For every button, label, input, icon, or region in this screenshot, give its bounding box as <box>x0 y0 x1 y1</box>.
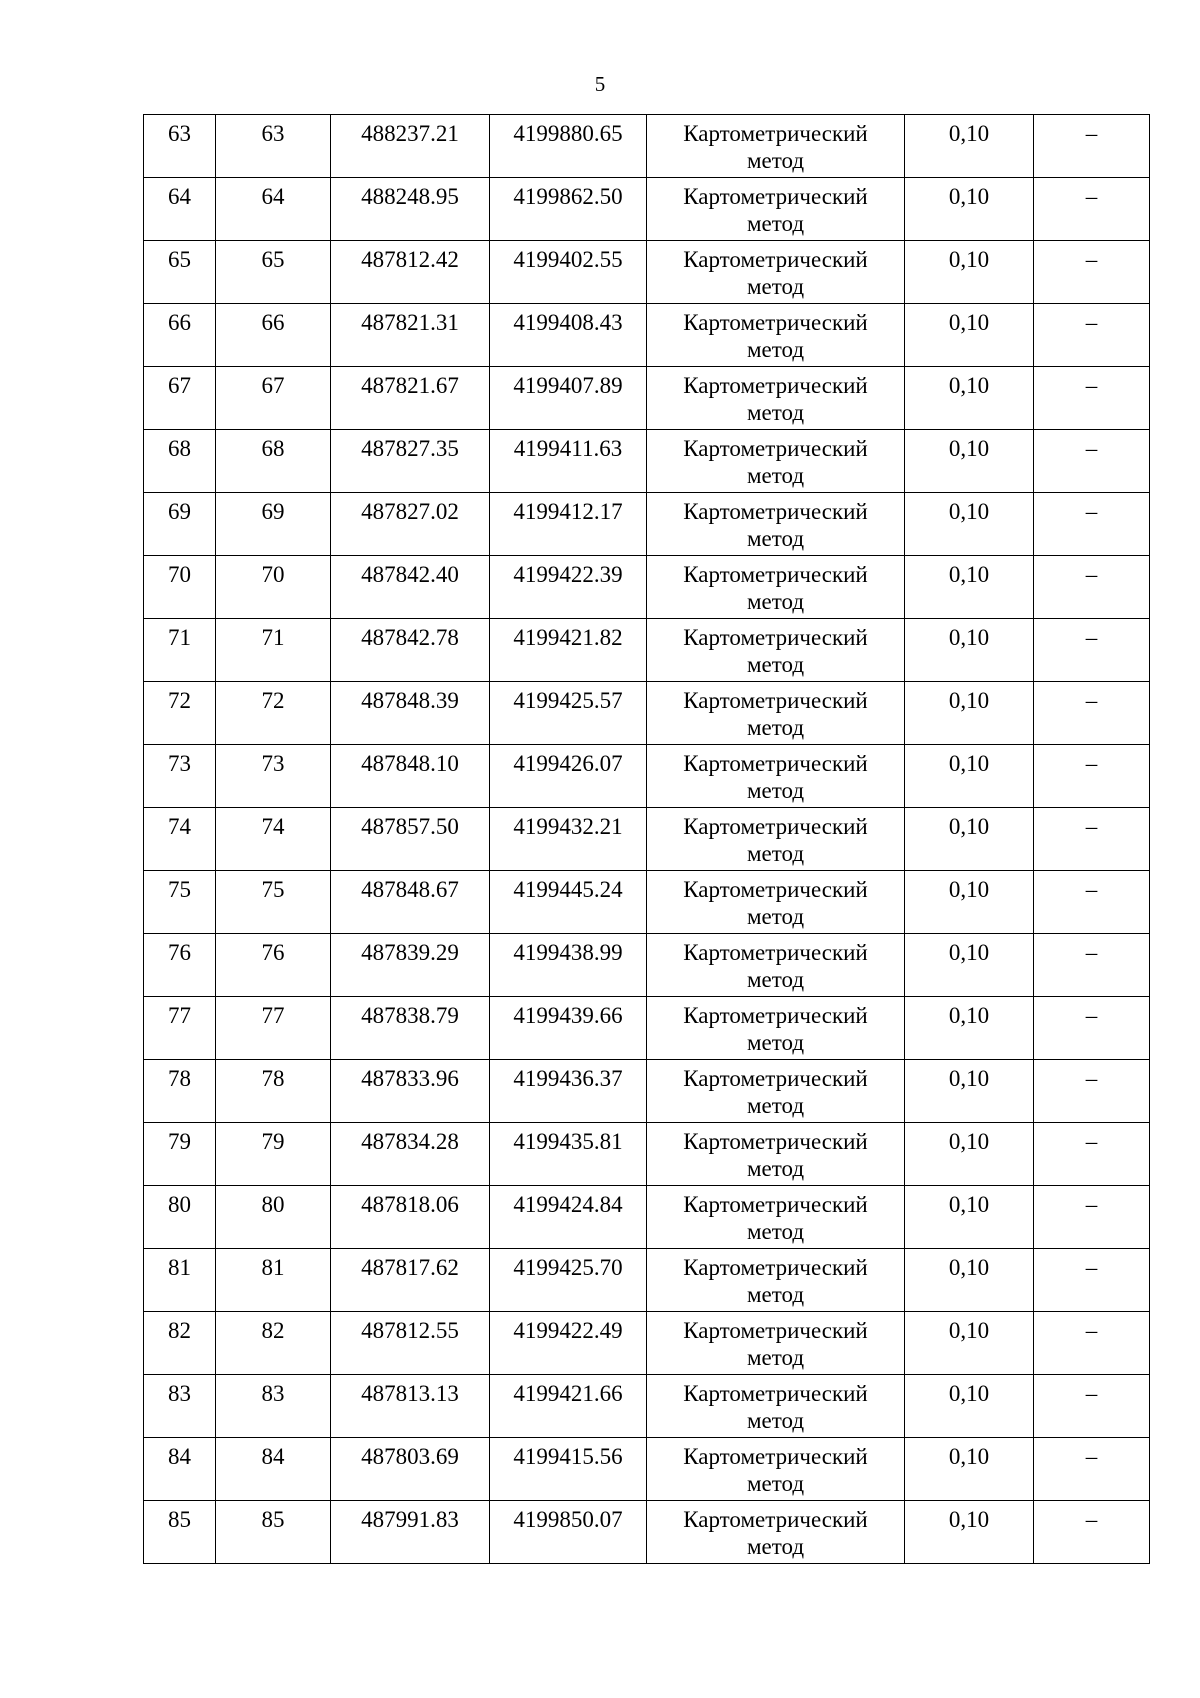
accuracy-cell: 0,10 <box>905 367 1034 430</box>
method-cell <box>647 745 905 808</box>
point-id-cell: 78 <box>216 1060 331 1123</box>
method-cell <box>647 682 905 745</box>
method-line-2: метод <box>746 589 805 614</box>
accuracy-cell: 0,10 <box>905 745 1034 808</box>
method-line-2: метод <box>746 652 805 677</box>
method-line-2: метод <box>746 967 805 992</box>
table-row <box>144 808 1150 871</box>
y-coordinate-cell: 4199850.07 <box>490 1501 647 1564</box>
x-coordinate-cell: 487821.67 <box>331 367 490 430</box>
table-row <box>144 367 1150 430</box>
method-line-2: метод <box>746 1156 805 1181</box>
point-number-cell: 85 <box>144 1501 216 1564</box>
method-cell <box>647 1123 905 1186</box>
note-cell: – <box>1034 934 1150 997</box>
method-cell <box>647 493 905 556</box>
accuracy-cell: 0,10 <box>905 1312 1034 1375</box>
method-cell <box>647 304 905 367</box>
accuracy-cell: 0,10 <box>905 556 1034 619</box>
accuracy-cell: 0,10 <box>905 871 1034 934</box>
method-line-2: метод <box>746 715 805 740</box>
point-number-cell: 81 <box>144 1249 216 1312</box>
x-coordinate-cell: 488237.21 <box>331 115 490 178</box>
point-id-cell: 63 <box>216 115 331 178</box>
method-line-2: метод <box>746 1282 805 1307</box>
method-line-1: Картометрический <box>683 310 868 335</box>
method-cell <box>647 1312 905 1375</box>
note-cell: – <box>1034 1186 1150 1249</box>
point-number-cell: 63 <box>144 115 216 178</box>
point-id-cell: 66 <box>216 304 331 367</box>
method-line-1: Картометрический <box>683 877 868 902</box>
accuracy-cell: 0,10 <box>905 493 1034 556</box>
point-number-cell: 67 <box>144 367 216 430</box>
method-line-1: Картометрический <box>683 1318 868 1343</box>
table-row <box>144 1123 1150 1186</box>
method-line-2: метод <box>746 337 805 362</box>
method-line-1: Картометрический <box>683 940 868 965</box>
note-cell: – <box>1034 619 1150 682</box>
point-id-cell: 73 <box>216 745 331 808</box>
point-number-cell: 74 <box>144 808 216 871</box>
point-id-cell: 72 <box>216 682 331 745</box>
point-number-cell: 80 <box>144 1186 216 1249</box>
point-number-cell: 72 <box>144 682 216 745</box>
method-line-1: Картометрический <box>683 688 868 713</box>
note-cell: – <box>1034 304 1150 367</box>
x-coordinate-cell: 487842.40 <box>331 556 490 619</box>
x-coordinate-cell: 487848.67 <box>331 871 490 934</box>
y-coordinate-cell: 4199435.81 <box>490 1123 647 1186</box>
method-cell <box>647 367 905 430</box>
x-coordinate-cell: 487834.28 <box>331 1123 490 1186</box>
accuracy-cell: 0,10 <box>905 304 1034 367</box>
method-cell <box>647 1375 905 1438</box>
x-coordinate-cell: 487821.31 <box>331 304 490 367</box>
note-cell: – <box>1034 1501 1150 1564</box>
method-line-1: Картометрический <box>683 1192 868 1217</box>
point-number-cell: 77 <box>144 997 216 1060</box>
point-number-cell: 76 <box>144 934 216 997</box>
y-coordinate-cell: 4199425.70 <box>490 1249 647 1312</box>
x-coordinate-cell: 487827.35 <box>331 430 490 493</box>
x-coordinate-cell: 487842.78 <box>331 619 490 682</box>
point-number-cell: 73 <box>144 745 216 808</box>
x-coordinate-cell: 487813.13 <box>331 1375 490 1438</box>
method-line-2: метод <box>746 1030 805 1055</box>
point-number-cell: 64 <box>144 178 216 241</box>
accuracy-cell: 0,10 <box>905 682 1034 745</box>
y-coordinate-cell: 4199862.50 <box>490 178 647 241</box>
point-number-cell: 79 <box>144 1123 216 1186</box>
method-line-2: метод <box>746 463 805 488</box>
accuracy-cell: 0,10 <box>905 1501 1034 1564</box>
accuracy-cell: 0,10 <box>905 241 1034 304</box>
point-id-cell: 80 <box>216 1186 331 1249</box>
note-cell: – <box>1034 178 1150 241</box>
point-id-cell: 64 <box>216 178 331 241</box>
method-line-2: метод <box>746 1534 805 1559</box>
note-cell: – <box>1034 241 1150 304</box>
table-row <box>144 1249 1150 1312</box>
method-cell <box>647 115 905 178</box>
y-coordinate-cell: 4199438.99 <box>490 934 647 997</box>
point-id-cell: 74 <box>216 808 331 871</box>
method-line-1: Картометрический <box>683 184 868 209</box>
note-cell: – <box>1034 1375 1150 1438</box>
point-id-cell: 67 <box>216 367 331 430</box>
y-coordinate-cell: 4199436.37 <box>490 1060 647 1123</box>
method-cell <box>647 1186 905 1249</box>
table-row <box>144 1438 1150 1501</box>
point-number-cell: 68 <box>144 430 216 493</box>
note-cell: – <box>1034 997 1150 1060</box>
page-number: 5 <box>594 72 606 96</box>
y-coordinate-cell: 4199421.66 <box>490 1375 647 1438</box>
table-row <box>144 997 1150 1060</box>
point-id-cell: 75 <box>216 871 331 934</box>
accuracy-cell: 0,10 <box>905 934 1034 997</box>
point-number-cell: 71 <box>144 619 216 682</box>
x-coordinate-cell: 487817.62 <box>331 1249 490 1312</box>
method-cell <box>647 1501 905 1564</box>
point-id-cell: 71 <box>216 619 331 682</box>
note-cell: – <box>1034 430 1150 493</box>
x-coordinate-cell: 487812.42 <box>331 241 490 304</box>
accuracy-cell: 0,10 <box>905 178 1034 241</box>
y-coordinate-cell: 4199407.89 <box>490 367 647 430</box>
y-coordinate-cell: 4199424.84 <box>490 1186 647 1249</box>
method-cell <box>647 1249 905 1312</box>
method-line-1: Картометрический <box>683 562 868 587</box>
point-id-cell: 77 <box>216 997 331 1060</box>
method-cell <box>647 178 905 241</box>
note-cell: – <box>1034 115 1150 178</box>
method-line-1: Картометрический <box>683 373 868 398</box>
note-cell: – <box>1034 871 1150 934</box>
accuracy-cell: 0,10 <box>905 1438 1034 1501</box>
y-coordinate-cell: 4199412.17 <box>490 493 647 556</box>
point-number-cell: 65 <box>144 241 216 304</box>
point-id-cell: 82 <box>216 1312 331 1375</box>
point-number-cell: 69 <box>144 493 216 556</box>
point-id-cell: 81 <box>216 1249 331 1312</box>
point-number-cell: 75 <box>144 871 216 934</box>
method-line-1: Картометрический <box>683 499 868 524</box>
x-coordinate-cell: 487857.50 <box>331 808 490 871</box>
method-cell <box>647 997 905 1060</box>
method-line-2: метод <box>746 274 805 299</box>
y-coordinate-cell: 4199402.55 <box>490 241 647 304</box>
note-cell: – <box>1034 367 1150 430</box>
table-row <box>144 619 1150 682</box>
point-id-cell: 65 <box>216 241 331 304</box>
table-body <box>144 115 1150 1564</box>
table-row <box>144 556 1150 619</box>
y-coordinate-cell: 4199422.39 <box>490 556 647 619</box>
method-cell <box>647 1060 905 1123</box>
y-coordinate-cell: 4199880.65 <box>490 115 647 178</box>
method-line-2: метод <box>746 211 805 236</box>
note-cell: – <box>1034 808 1150 871</box>
x-coordinate-cell: 487818.06 <box>331 1186 490 1249</box>
note-cell: – <box>1034 682 1150 745</box>
accuracy-cell: 0,10 <box>905 997 1034 1060</box>
accuracy-cell: 0,10 <box>905 808 1034 871</box>
table-row <box>144 1501 1150 1564</box>
method-line-2: метод <box>746 1093 805 1118</box>
table-row <box>144 304 1150 367</box>
y-coordinate-cell: 4199425.57 <box>490 682 647 745</box>
accuracy-cell: 0,10 <box>905 1249 1034 1312</box>
table-row <box>144 1060 1150 1123</box>
method-line-1: Картометрический <box>683 814 868 839</box>
table-row <box>144 1375 1150 1438</box>
accuracy-cell: 0,10 <box>905 430 1034 493</box>
note-cell: – <box>1034 1123 1150 1186</box>
note-cell: – <box>1034 493 1150 556</box>
note-cell: – <box>1034 556 1150 619</box>
method-line-2: метод <box>746 1345 805 1370</box>
x-coordinate-cell: 487812.55 <box>331 1312 490 1375</box>
method-cell <box>647 430 905 493</box>
point-id-cell: 84 <box>216 1438 331 1501</box>
method-cell <box>647 808 905 871</box>
table-row <box>144 745 1150 808</box>
point-number-cell: 83 <box>144 1375 216 1438</box>
method-line-2: метод <box>746 1219 805 1244</box>
point-id-cell: 76 <box>216 934 331 997</box>
method-line-2: метод <box>746 904 805 929</box>
table-row <box>144 493 1150 556</box>
accuracy-cell: 0,10 <box>905 1123 1034 1186</box>
method-line-1: Картометрический <box>683 1066 868 1091</box>
x-coordinate-cell: 487839.29 <box>331 934 490 997</box>
method-line-1: Картометрический <box>683 1003 868 1028</box>
method-line-1: Картометрический <box>683 1507 868 1532</box>
coordinates-table <box>143 114 1150 1564</box>
point-id-cell: 85 <box>216 1501 331 1564</box>
x-coordinate-cell: 487848.39 <box>331 682 490 745</box>
method-cell <box>647 934 905 997</box>
x-coordinate-cell: 487803.69 <box>331 1438 490 1501</box>
note-cell: – <box>1034 1312 1150 1375</box>
x-coordinate-cell: 487991.83 <box>331 1501 490 1564</box>
method-cell <box>647 556 905 619</box>
method-line-1: Картометрический <box>683 1129 868 1154</box>
method-line-2: метод <box>746 148 805 173</box>
table-row <box>144 430 1150 493</box>
y-coordinate-cell: 4199408.43 <box>490 304 647 367</box>
y-coordinate-cell: 4199432.21 <box>490 808 647 871</box>
method-line-1: Картометрический <box>683 1444 868 1469</box>
table-row <box>144 934 1150 997</box>
method-cell <box>647 871 905 934</box>
y-coordinate-cell: 4199439.66 <box>490 997 647 1060</box>
method-line-1: Картометрический <box>683 436 868 461</box>
point-id-cell: 68 <box>216 430 331 493</box>
y-coordinate-cell: 4199421.82 <box>490 619 647 682</box>
note-cell: – <box>1034 1249 1150 1312</box>
y-coordinate-cell: 4199415.56 <box>490 1438 647 1501</box>
x-coordinate-cell: 487848.10 <box>331 745 490 808</box>
x-coordinate-cell: 487827.02 <box>331 493 490 556</box>
point-number-cell: 78 <box>144 1060 216 1123</box>
note-cell: – <box>1034 1060 1150 1123</box>
accuracy-cell: 0,10 <box>905 1375 1034 1438</box>
y-coordinate-cell: 4199426.07 <box>490 745 647 808</box>
method-cell <box>647 619 905 682</box>
table-row <box>144 871 1150 934</box>
point-number-cell: 82 <box>144 1312 216 1375</box>
method-line-1: Картометрический <box>683 625 868 650</box>
y-coordinate-cell: 4199411.63 <box>490 430 647 493</box>
method-line-2: метод <box>746 400 805 425</box>
x-coordinate-cell: 487838.79 <box>331 997 490 1060</box>
point-id-cell: 70 <box>216 556 331 619</box>
x-coordinate-cell: 487833.96 <box>331 1060 490 1123</box>
table-row <box>144 241 1150 304</box>
method-line-1: Картометрический <box>683 247 868 272</box>
method-cell <box>647 241 905 304</box>
y-coordinate-cell: 4199422.49 <box>490 1312 647 1375</box>
accuracy-cell: 0,10 <box>905 115 1034 178</box>
method-line-1: Картометрический <box>683 1381 868 1406</box>
method-line-2: метод <box>746 1408 805 1433</box>
method-line-1: Картометрический <box>683 121 868 146</box>
note-cell: – <box>1034 745 1150 808</box>
point-number-cell: 66 <box>144 304 216 367</box>
method-line-1: Картометрический <box>683 1255 868 1280</box>
method-cell <box>647 1438 905 1501</box>
method-line-2: метод <box>746 1471 805 1496</box>
accuracy-cell: 0,10 <box>905 619 1034 682</box>
method-line-2: метод <box>746 841 805 866</box>
point-number-cell: 84 <box>144 1438 216 1501</box>
table-row <box>144 115 1150 178</box>
point-number-cell: 70 <box>144 556 216 619</box>
note-cell: – <box>1034 1438 1150 1501</box>
point-id-cell: 83 <box>216 1375 331 1438</box>
table-row <box>144 178 1150 241</box>
y-coordinate-cell: 4199445.24 <box>490 871 647 934</box>
method-line-2: метод <box>746 778 805 803</box>
accuracy-cell: 0,10 <box>905 1060 1034 1123</box>
point-id-cell: 79 <box>216 1123 331 1186</box>
accuracy-cell: 0,10 <box>905 1186 1034 1249</box>
method-line-2: метод <box>746 526 805 551</box>
table-row <box>144 682 1150 745</box>
point-id-cell: 69 <box>216 493 331 556</box>
table-row <box>144 1186 1150 1249</box>
method-line-1: Картометрический <box>683 751 868 776</box>
x-coordinate-cell: 488248.95 <box>331 178 490 241</box>
table-row <box>144 1312 1150 1375</box>
